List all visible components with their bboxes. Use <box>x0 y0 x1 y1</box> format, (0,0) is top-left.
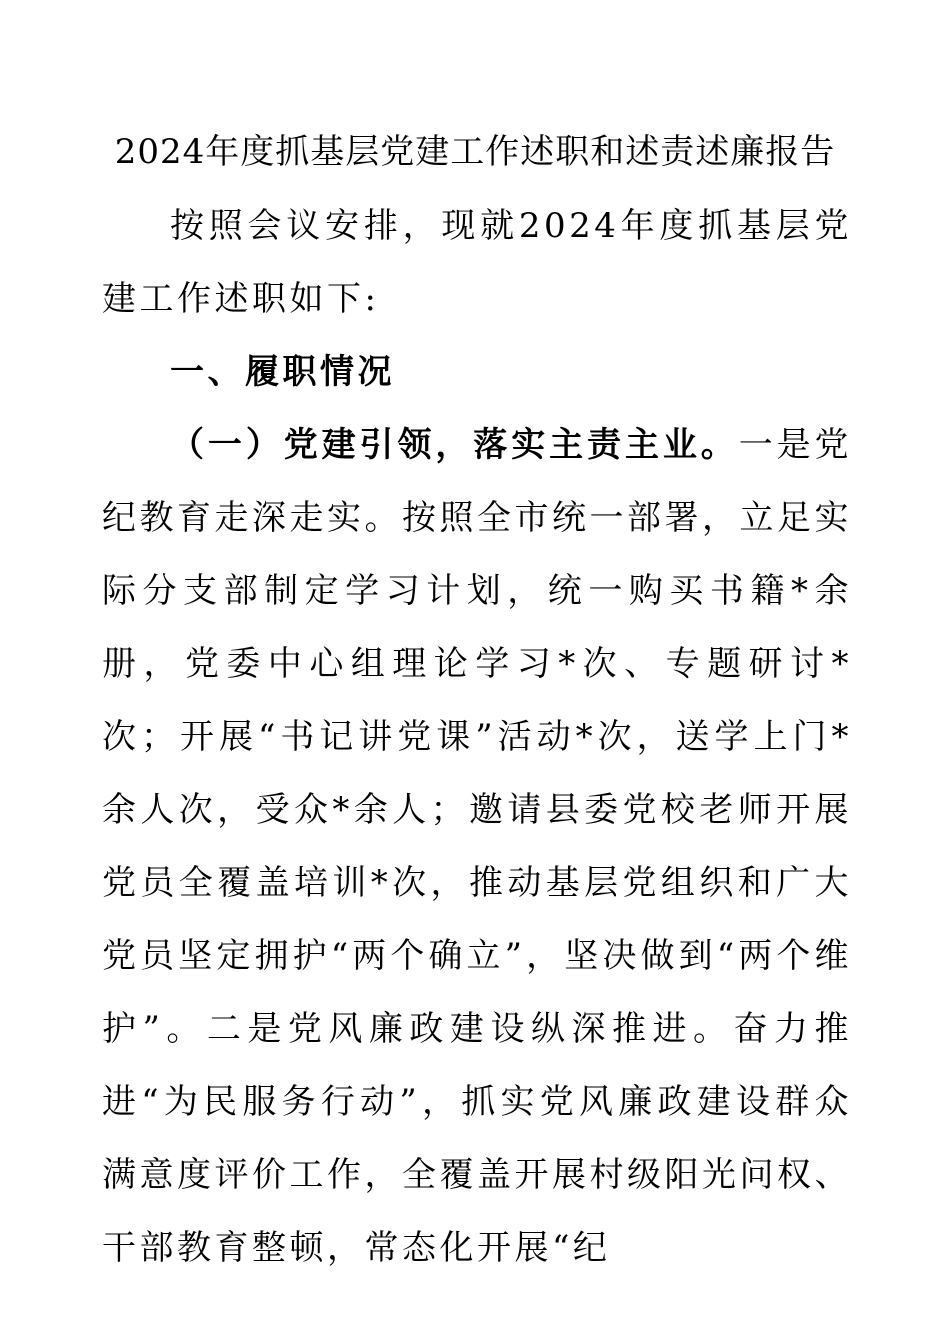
subsection-text: 一是党纪教育走深走实。按照全市统一部署，立足实际分支部制定学习计划，统一购买书籍*余册，党委中心组理论学习*次、专题研讨*次；开展“书记讲党课”活动*次，送学上门*余人次，受众*余人；邀请县委党校老师开展党员全覆盖培训*次，推动基层党组织和广大党员坚定拥护“两个确立”，坚决做到“两个维护”。二是党风廉政建设纵深推进。奋力推进“为民服务行动”，抓实党风廉政建设群众满意度评价工作，全覆盖开展村级阳光问权、干部教育整顿，常态化开展“纪 <box>102 425 853 1268</box>
section-heading: 一、履职情况 <box>170 352 395 392</box>
subsection-heading: （一）党建引领，落实主责主业。 <box>170 425 739 465</box>
intro-paragraph: 按照会议安排，现就2024年度抓基层党建工作述职如下: <box>102 206 852 319</box>
subsection-paragraph <box>102 409 852 1285</box>
document-body <box>102 190 852 1285</box>
document-title: 2024年度抓基层党建工作述职和述责述廉报告 <box>114 132 836 172</box>
